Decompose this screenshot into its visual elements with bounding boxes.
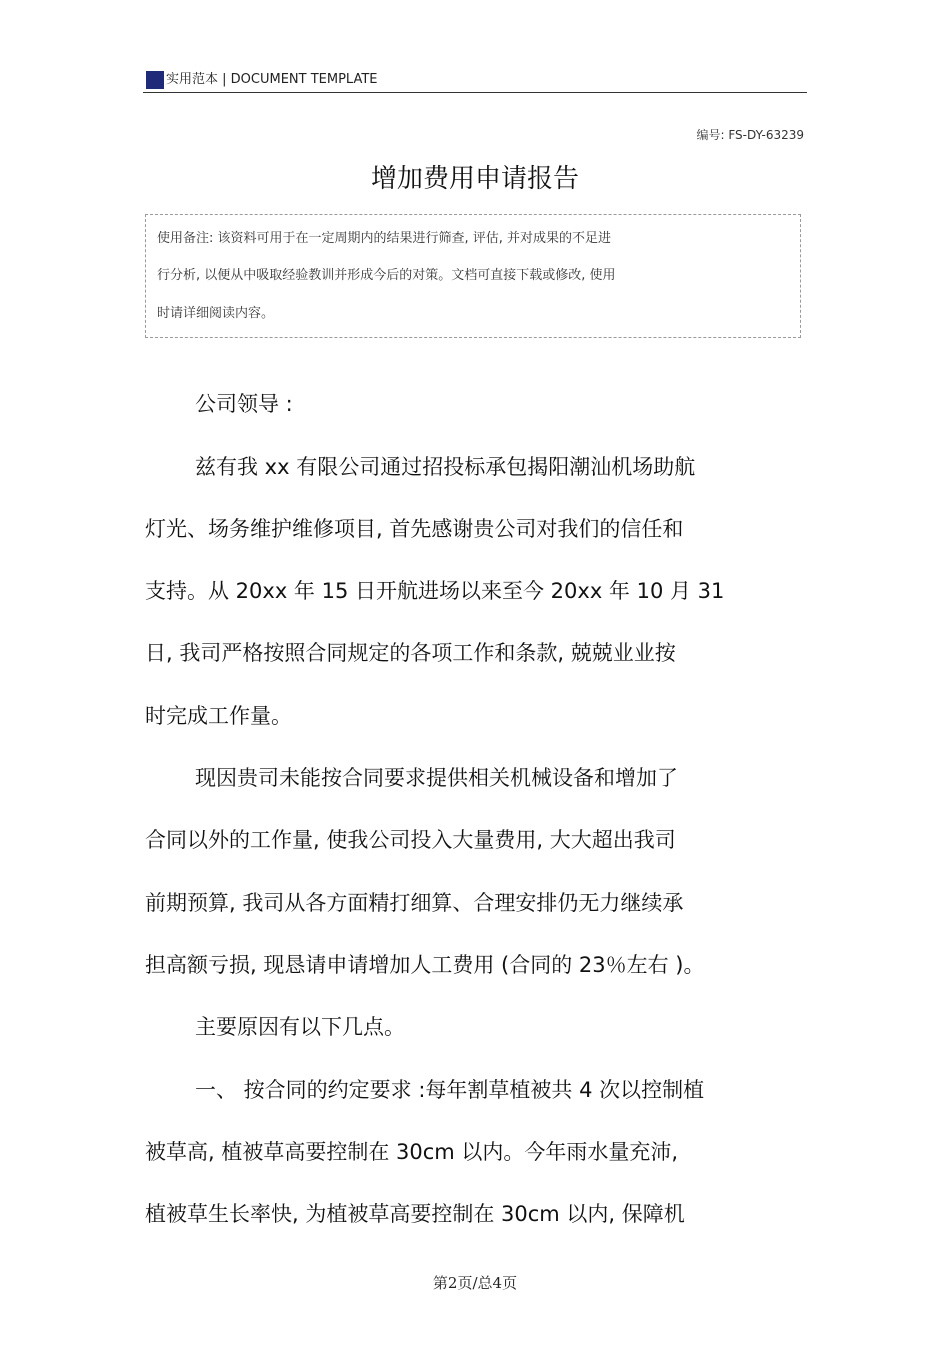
body-line: 一、 按合同的约定要求 :每年割草植被共 4 次以控制植 <box>195 1078 705 1102</box>
salutation: 公司领导 : <box>195 392 293 416</box>
header-label: 实用范本 | DOCUMENT TEMPLATE <box>166 72 378 87</box>
page-number-footer: 第2页/总4页 <box>432 1274 518 1292</box>
body-line: 兹有我 xx 有限公司通过招投标承包揭阳潮汕机场助航 <box>195 455 696 479</box>
body-line: 时完成工作量。 <box>145 704 292 728</box>
body-line: 被草高, 植被草高要控制在 30cm 以内。今年雨水量充沛, <box>145 1140 679 1164</box>
page-title: 增加费用申请报告 <box>370 164 579 194</box>
body-line: 植被草生长率快, 为植被草高要控制在 30cm 以内, 保障机 <box>145 1202 685 1226</box>
header-divider <box>143 92 807 93</box>
body-line: 合同以外的工作量, 使我公司投入大量费用, 大大超出我司 <box>145 828 676 852</box>
usage-note-line: 时请详细阅读内容。 <box>157 306 275 321</box>
usage-note-line: 使用备注: 该资料可用于在一定周期内的结果进行筛查, 评估, 并对成果的不足进 <box>157 231 612 246</box>
body-line: 现因贵司未能按合同要求提供相关机械设备和增加了 <box>195 766 678 790</box>
body-line: 日, 我司严格按照合同规定的各项工作和条款, 兢兢业业按 <box>145 641 676 665</box>
body-line: 前期预算, 我司从各方面精打细算、合理安排仍无力继续承 <box>145 891 684 915</box>
body-line: 灯光、场务维护维修项目, 首先感谢贵公司对我们的信任和 <box>145 517 684 541</box>
body-line: 主要原因有以下几点。 <box>195 1015 405 1039</box>
document-number: 编号: FS-DY-63239 <box>696 128 804 142</box>
body-line: 支持。从 20xx 年 15 日开航进场以来至今 20xx 年 10 月 31 <box>145 579 725 603</box>
usage-note-line: 行分析, 以便从中吸取经验教训并形成今后的对策。文档可直接下载或修改, 使用 <box>157 268 616 283</box>
header-logo-square <box>146 71 164 89</box>
body-line: 担高额亏损, 现恳请申请增加人工费用 (合同的 23％左右 )。 <box>145 953 705 977</box>
